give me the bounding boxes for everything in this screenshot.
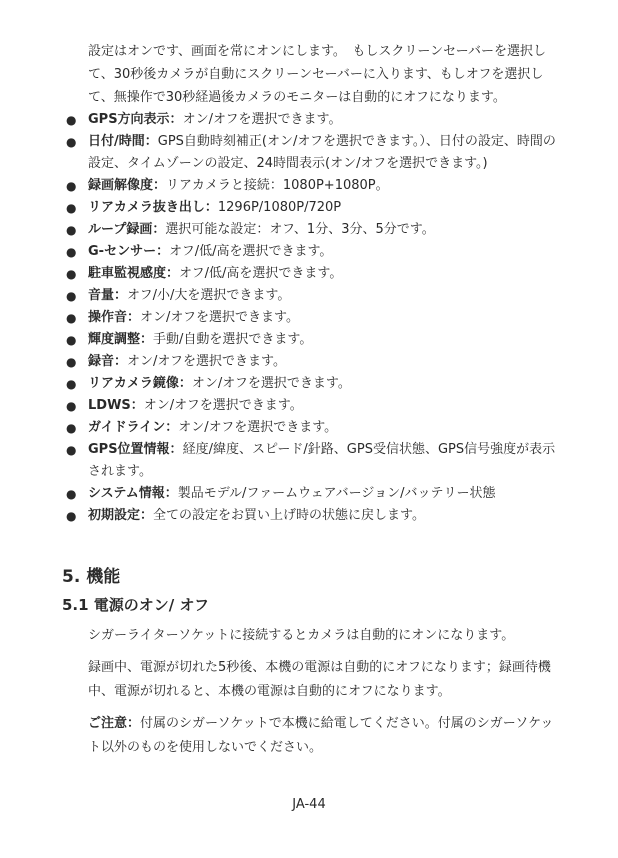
list-item [62,131,560,175]
item-term: リアカメラ抜き出し： [88,200,218,215]
list-item [62,329,560,351]
note-label: ご注意： [88,716,141,731]
bullet-icon: ● [66,179,77,193]
list-item [62,285,560,307]
item-term: 初期設定： [88,508,154,523]
item-desc: GPS自動時刻補正(オン/オフを選択できます。）、日付の設定、時間の設定、タイムゾーンの設定、24時間表示(オン/オフを選択できます。) [88,134,556,171]
page-number: JA-44 [292,797,326,812]
item-desc: 経度/緯度、スピード/針路、GPS受信状態、GPS信号強度が表示されます。 [88,442,556,479]
item-desc: オフ/低/高を選択できます。 [169,244,333,259]
item-term: 輝度調整： [88,332,154,347]
bullet-icon: ● [66,245,77,259]
item-term: G-センサー： [88,244,170,259]
list-item [62,417,560,439]
item-desc: オン/オフを選択できます。 [191,376,351,391]
bullet-icon: ● [66,487,77,501]
list-item [62,197,560,219]
power-on-paragraph: シガーライターソケットに接続するとカメラは自動的にオンになります。 [88,628,515,643]
item-desc: 全ての設定をお買い上げ時の状態に戻します。 [153,508,425,523]
bullet-icon: ● [66,421,77,435]
bullet-icon: ● [66,289,77,303]
item-term: 録音： [88,354,128,369]
item-desc: オン/オフを選択できます。 [140,310,299,325]
item-desc: 手動/自動を選択できます。 [153,332,313,347]
bullet-icon: ● [66,267,77,281]
list-item [62,439,560,483]
item-term: システム情報： [88,486,178,501]
note-text: 付属のシガーソケットで本機に給電してください。付属のシガーソケット以外のものを使用しないでください。 [88,716,554,755]
item-term: ループ録画： [88,222,166,237]
settings-list [62,109,560,527]
bullet-icon: ● [66,355,77,369]
list-item [62,109,560,131]
bullet-icon: ● [66,509,77,523]
bullet-icon: ● [66,135,77,149]
item-term: GPS位置情報： [88,442,183,457]
bullet-icon: ● [66,399,77,413]
item-desc: 1296P/1080P/720P [217,200,342,215]
item-term: 日付/時間： [88,134,158,149]
bullet-icon: ● [66,443,77,457]
list-item [62,263,560,285]
item-term: 駐車監視感度： [88,266,180,281]
item-term: GPS方向表示： [88,112,183,127]
item-term: LDWS： [88,398,144,413]
bullet-icon: ● [66,113,77,127]
list-item [62,175,560,197]
item-desc: リアカメラと接続：1080P+1080P。 [166,178,389,193]
item-desc: オン/オフを選択できます。 [127,354,286,369]
bullet-icon: ● [66,223,77,237]
item-desc: オフ/小/大を選択できます。 [127,288,291,303]
item-desc: 製品モデル/ファームウェアバージョン/バッテリー状態 [177,486,496,501]
subsection-heading: 5.1 電源のオン/ オフ [62,596,210,614]
section-heading: 5. 機能 [62,567,121,587]
item-term: リアカメラ鏡像： [88,376,192,391]
item-term: ガイドライン： [88,420,179,435]
list-item [62,373,560,395]
item-desc: オン/オフを選択できます。 [143,398,303,413]
bullet-icon: ● [66,311,77,325]
note-paragraph [88,712,560,760]
item-desc: 選択可能な設定：オフ、1分、3分、5分です。 [165,222,435,237]
power-off-paragraph: 録画中、電源が切れた5秒後、本機の電源は自動的にオフになります；録画待機中、電源が切れると、本機の電源は自動的にオフになります。 [88,660,551,699]
list-item [62,505,560,527]
list-item [62,241,560,263]
bullet-icon: ● [66,333,77,347]
item-term: 操作音： [88,310,141,325]
item-term: 録画解像度： [88,178,167,193]
list-item [62,307,560,329]
intro-paragraph: 設定はオンです、画面を常にオンにします。 もしスクリーンセーバーを選択して、30秒後カメラが自動にスクリーンセーバーに入ります、もしオフを選択して、無操作で30秒経過後カメラのモニターは自動的にオフになります。 [88,44,546,105]
list-item [62,219,560,241]
list-item [62,351,560,373]
bullet-icon: ● [66,377,77,391]
list-item [62,395,560,417]
item-term: 音量： [88,288,128,303]
item-desc: オン/オフを選択できます。 [182,112,342,127]
bullet-icon: ● [66,201,77,215]
item-desc: オフ/低/高を選択できます。 [179,266,343,281]
list-item [62,483,560,505]
item-desc: オン/オフを選択できます。 [178,420,338,435]
